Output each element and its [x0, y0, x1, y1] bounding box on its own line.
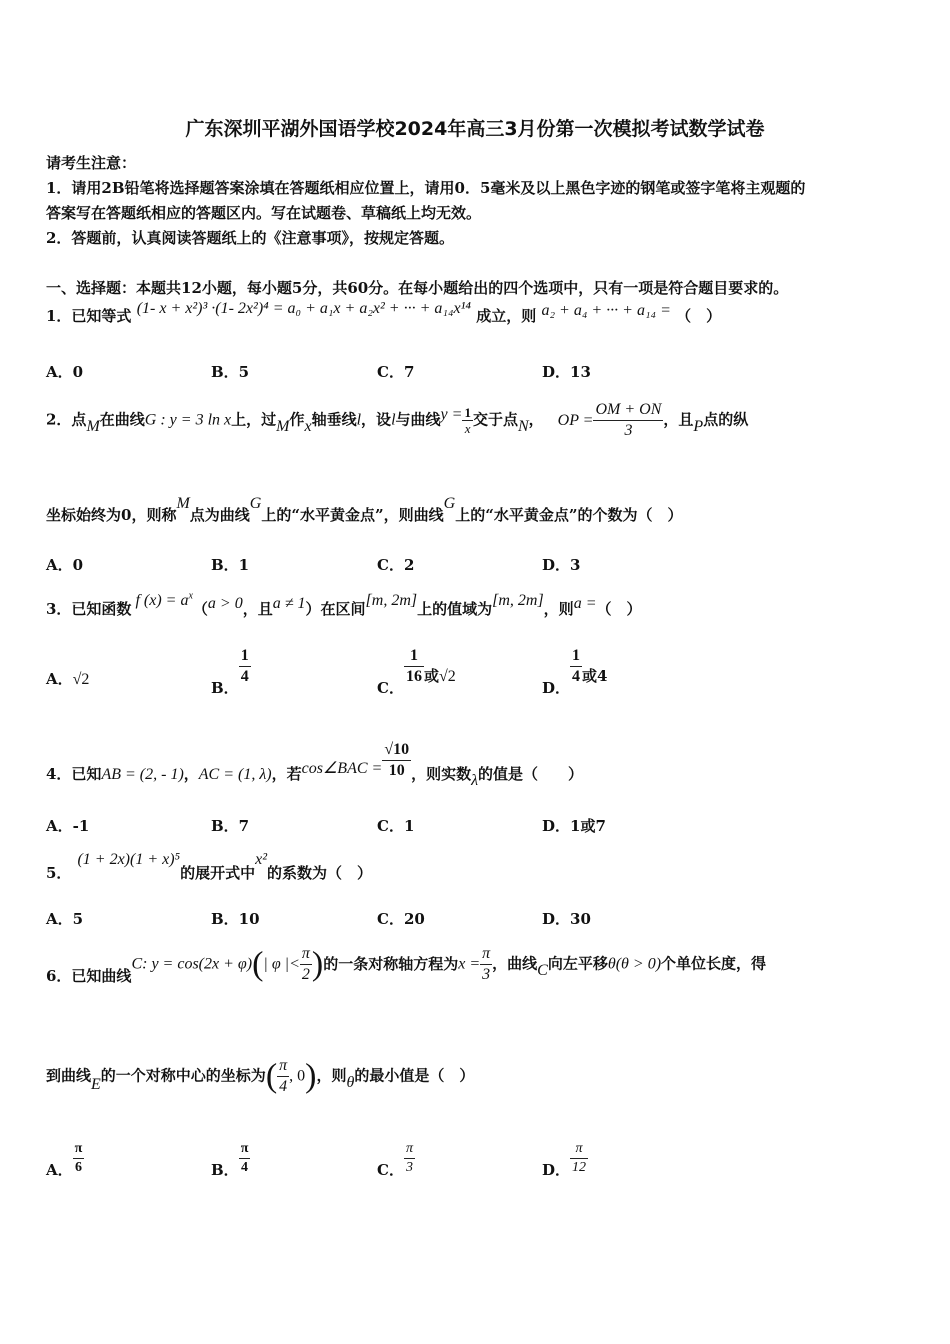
q6-theta: θ(θ > 0): [607, 955, 662, 973]
q6-option-c-label: C．: [377, 1160, 404, 1179]
q6-paren-open: (: [252, 945, 264, 983]
q2-var-m2: M: [276, 417, 290, 435]
q4-vector-ac: AC = (1, λ): [198, 765, 272, 783]
q3-option-c-frac: [404, 646, 424, 687]
q2-text-1: 2．点: [46, 410, 87, 429]
q2-line2-text-1: 坐标始终为0，则称: [46, 506, 177, 524]
q6-theta-2: θ: [346, 1073, 355, 1091]
q3-end: （ ）: [596, 600, 642, 618]
q4-option-b[interactable]: B．7: [211, 817, 250, 835]
q2-text-10: ，且: [663, 410, 694, 429]
q6-option-d-label: D．: [542, 1160, 571, 1179]
q3-option-d-num: 1: [570, 646, 582, 667]
q5-text-1: 5．: [46, 864, 72, 882]
q3-option-a-label: A．: [46, 670, 73, 688]
q2-option-d[interactable]: D．3: [542, 556, 581, 574]
q2-text-8: 交于点: [472, 410, 518, 429]
q1-option-b[interactable]: B．5: [211, 363, 250, 381]
question-6: [46, 944, 766, 985]
q3-function-exp: x: [188, 590, 193, 602]
q2-op-fraction: [593, 400, 663, 441]
q6-cond-den: 2: [301, 966, 310, 983]
q3-option-b-den: 4: [240, 668, 249, 685]
q4-cos-den: 10: [388, 762, 405, 779]
q6-curve-c: C: [537, 961, 548, 979]
question-2: [46, 400, 748, 441]
q3-text-3: ，且: [242, 600, 273, 618]
q4-option-a[interactable]: A．-1: [46, 817, 90, 835]
q1-option-a[interactable]: A．0: [46, 363, 84, 381]
q2-var-x: x: [304, 417, 312, 435]
q2-var-l2: l: [391, 411, 396, 429]
question-5: [46, 848, 373, 882]
q2-fraction-den: x: [464, 421, 471, 436]
q2-var-l: l: [356, 411, 362, 429]
q6-option-a-frac: [73, 1140, 85, 1177]
q2-fraction: [462, 405, 473, 436]
q1-end: （ ）: [676, 307, 722, 325]
question-6-line-2: [46, 1056, 474, 1097]
q6-option-c-den: 3: [405, 1160, 413, 1175]
q3-option-d-or: 或4: [582, 666, 608, 685]
q6-option-b-den: 4: [241, 1160, 249, 1175]
q2-op-eq: OP =: [557, 411, 594, 429]
q3-option-c-label: C．: [377, 678, 404, 697]
q1-prefix: 1．已知等式: [46, 307, 132, 325]
notice-line-2: 2．答题前，认真阅读答题纸上的《注意事项》，按规定答题。: [46, 229, 454, 247]
q2-y-eq: y =: [440, 405, 463, 423]
q6-text-2: 的一条对称轴方程为: [323, 954, 459, 973]
q3-option-a-value: √2: [72, 671, 90, 688]
q4-cos-num: √10: [382, 740, 411, 761]
notice-line-1: 1．请用2B铅笔将选择题答案涂填在答题纸相应位置上，请用0．5毫米及以上黑色字迹的钢笔或签字笔将主观题的: [46, 179, 806, 197]
q6-option-d-den: 12: [572, 1160, 587, 1175]
q3-option-c-or: 或: [423, 666, 439, 685]
q4-option-d[interactable]: D．1或7: [542, 817, 606, 835]
q2-text-2: 在曲线: [99, 410, 145, 429]
q6-line2-text-3: ，则: [316, 1066, 347, 1085]
q2-op-den: 3: [624, 422, 633, 439]
q4-vector-ab: AB = (2, - 1): [101, 765, 184, 783]
q3-option-d-label: D．: [542, 678, 571, 697]
q3-option-c-num: 1: [404, 646, 424, 667]
q3-text-2: （: [192, 600, 208, 618]
q5-option-d[interactable]: D．30: [542, 910, 591, 928]
q3-a-eq: a =: [573, 595, 597, 612]
q6-option-b[interactable]: [211, 1140, 250, 1177]
q6-option-a-label: A．: [46, 1160, 73, 1179]
q5-x2: x²: [255, 851, 268, 868]
q2-text-11: 点的纵: [703, 410, 749, 429]
q1-expression-2: a₂ + a₄ + ··· + a₁₄ =: [541, 302, 671, 319]
q6-cond-num: π: [300, 944, 312, 965]
q4-text-1: 4．已知: [46, 764, 102, 783]
q6-text-5: 个单位长度，得: [661, 954, 767, 973]
q6-text-1: 6．已知曲线: [46, 966, 132, 985]
q6-option-a-num: π: [74, 1141, 83, 1156]
q2-var-m: M: [86, 417, 100, 435]
q2-text-9: ，: [528, 410, 544, 429]
q4-cos-frac: [382, 740, 411, 781]
q2-option-c[interactable]: C．2: [377, 556, 415, 574]
q6-option-d[interactable]: [542, 1140, 588, 1177]
q6-option-d-num: π: [570, 1140, 588, 1159]
q6-paren-close: ): [311, 945, 324, 983]
q2-option-b[interactable]: B．1: [211, 556, 250, 574]
notice-line-1b: 答案写在答题纸相应的答题区内。写在试题卷、草稿纸上均无效。: [46, 204, 482, 222]
q6-point-close: ): [305, 1057, 317, 1095]
page-title: 广东深圳平湖外国语学校2024年高三3月份第一次模拟考试数学试卷: [185, 118, 765, 140]
q6-axis-den: 3: [482, 966, 491, 983]
q2-line2-text-2: 点为曲线: [189, 506, 250, 524]
q2-text-7: 与曲线: [395, 410, 441, 429]
q2-var-p: P: [693, 417, 704, 435]
q1-option-c[interactable]: C．7: [377, 363, 415, 381]
q2-fraction-num: 1: [464, 405, 471, 420]
q4-text-3: ，若: [271, 764, 302, 783]
q5-text-2: 的展开式中: [180, 864, 256, 882]
q3-option-a[interactable]: [46, 668, 89, 689]
section-heading: 一、选择题：本题共12小题，每小题5分，共60分。在每小题给出的四个选项中，只有一项是符合题目要求的。: [46, 279, 789, 297]
q3-range: [m, 2m]: [492, 592, 544, 609]
q2-line2-g: G: [249, 495, 262, 512]
q6-option-c-num: π: [404, 1140, 415, 1159]
q5-option-b[interactable]: B．10: [211, 910, 260, 928]
q3-text-5: 上的值域为: [417, 600, 493, 618]
q4-lambda: λ: [471, 771, 479, 789]
q6-option-d-frac: [570, 1140, 588, 1177]
q2-text-3: 上，过: [231, 410, 277, 429]
q6-line2-text-2: 的一个对称中心的坐标为: [100, 1066, 266, 1085]
q6-axis-num: π: [480, 944, 492, 965]
q2-text-4: 作: [289, 410, 305, 429]
q6-option-a[interactable]: [46, 1140, 84, 1177]
q3-cond-2: a ≠ 1: [272, 595, 306, 612]
q2-option-a[interactable]: A．0: [46, 556, 84, 574]
q3-option-b-label: B．: [211, 678, 239, 697]
q6-cond: | φ |<: [263, 955, 300, 973]
q3-option-c-value: √2: [438, 667, 456, 685]
q6-text-4: 向左平移: [547, 954, 608, 973]
q6-axis: x =: [458, 955, 481, 973]
q2-line2-m: M: [176, 495, 190, 512]
q2-line2-text-4: 上的“水平黄金点”的个数为（ ）: [455, 506, 683, 524]
q1-mid: 成立，则: [476, 307, 537, 325]
q3-option-d[interactable]: [542, 646, 608, 697]
q5-option-a[interactable]: A．5: [46, 910, 84, 928]
q6-curve: C: y = cos(2x + φ): [131, 955, 253, 973]
q2-curve: G : y = 3 ln x: [144, 411, 232, 429]
question-3: [46, 590, 642, 619]
q5-expression: (1 + 2x)(1 + x)⁵: [77, 851, 181, 868]
q4-cos: cos∠BAC =: [301, 759, 383, 777]
q5-text-3: 的系数为（ ）: [267, 864, 373, 882]
q6-option-c[interactable]: [377, 1140, 415, 1177]
q3-option-b-frac: [239, 646, 251, 687]
q3-function: [135, 592, 192, 609]
question-4: [46, 740, 584, 789]
question-2-line-2: [46, 495, 683, 525]
q3-text-4: ）在区间: [305, 600, 366, 618]
q4-text-2: ，: [183, 764, 199, 783]
q3-option-c-den: 16: [405, 668, 422, 685]
q6-option-a-den: 6: [73, 1158, 85, 1177]
q3-option-d-den: 4: [572, 668, 581, 685]
q3-text-6: ，则: [543, 600, 574, 618]
q6-text-3: ，曲线: [492, 954, 538, 973]
q3-function-base: f (x) = a: [135, 592, 189, 609]
q6-option-c-frac: [404, 1140, 415, 1177]
q6-point-frac: [277, 1056, 289, 1097]
q2-op-num: OM + ON: [593, 400, 663, 421]
q3-text-1: 3．已知函数: [46, 600, 132, 618]
q2-line2-g2: G: [443, 495, 456, 512]
q1-expression: (1- x + x²)³ ·(1- 2x²)⁴ = a₀ + a₁x + a₂x² + ··· + a₁₄x¹⁴: [136, 300, 471, 317]
q6-option-b-num: π: [239, 1140, 251, 1159]
q2-line2-text-3: 上的“水平黄金点”，则曲线: [261, 506, 444, 524]
q6-point-den: 4: [279, 1078, 288, 1095]
q2-text-6: ，设: [361, 410, 392, 429]
notice-heading: 请考生注意：: [46, 154, 137, 172]
q1-option-d[interactable]: D．13: [542, 363, 591, 381]
q6-curve-e: E: [91, 1075, 101, 1093]
q6-option-b-frac: [239, 1140, 251, 1177]
q6-cond-frac: [300, 944, 312, 985]
q6-point-open: (: [265, 1057, 278, 1095]
q2-var-n: N: [517, 417, 529, 435]
q6-line2-text-4: 的最小值是（ ）: [354, 1066, 475, 1085]
q3-option-d-frac: [570, 646, 582, 687]
q3-option-b[interactable]: [211, 646, 251, 697]
q4-option-c[interactable]: C．1: [377, 817, 415, 835]
q3-interval: [m, 2m]: [365, 592, 418, 609]
q3-option-c[interactable]: [377, 646, 456, 697]
q5-option-c[interactable]: C．20: [377, 910, 425, 928]
q6-axis-frac: [480, 944, 492, 985]
q3-cond-1: a > 0: [207, 595, 243, 612]
question-1: [46, 300, 722, 326]
q3-option-b-num: 1: [239, 646, 251, 667]
q6-line2-text-1: 到曲线: [46, 1066, 92, 1085]
q6-point-num: π: [277, 1056, 289, 1077]
q2-text-5: 轴垂线: [311, 410, 357, 429]
q4-text-4: ，则实数: [411, 764, 472, 783]
q6-option-b-label: B．: [211, 1160, 239, 1179]
q4-text-5: 的值是（ ）: [478, 764, 584, 783]
q6-point-tail: , 0: [289, 1067, 306, 1085]
